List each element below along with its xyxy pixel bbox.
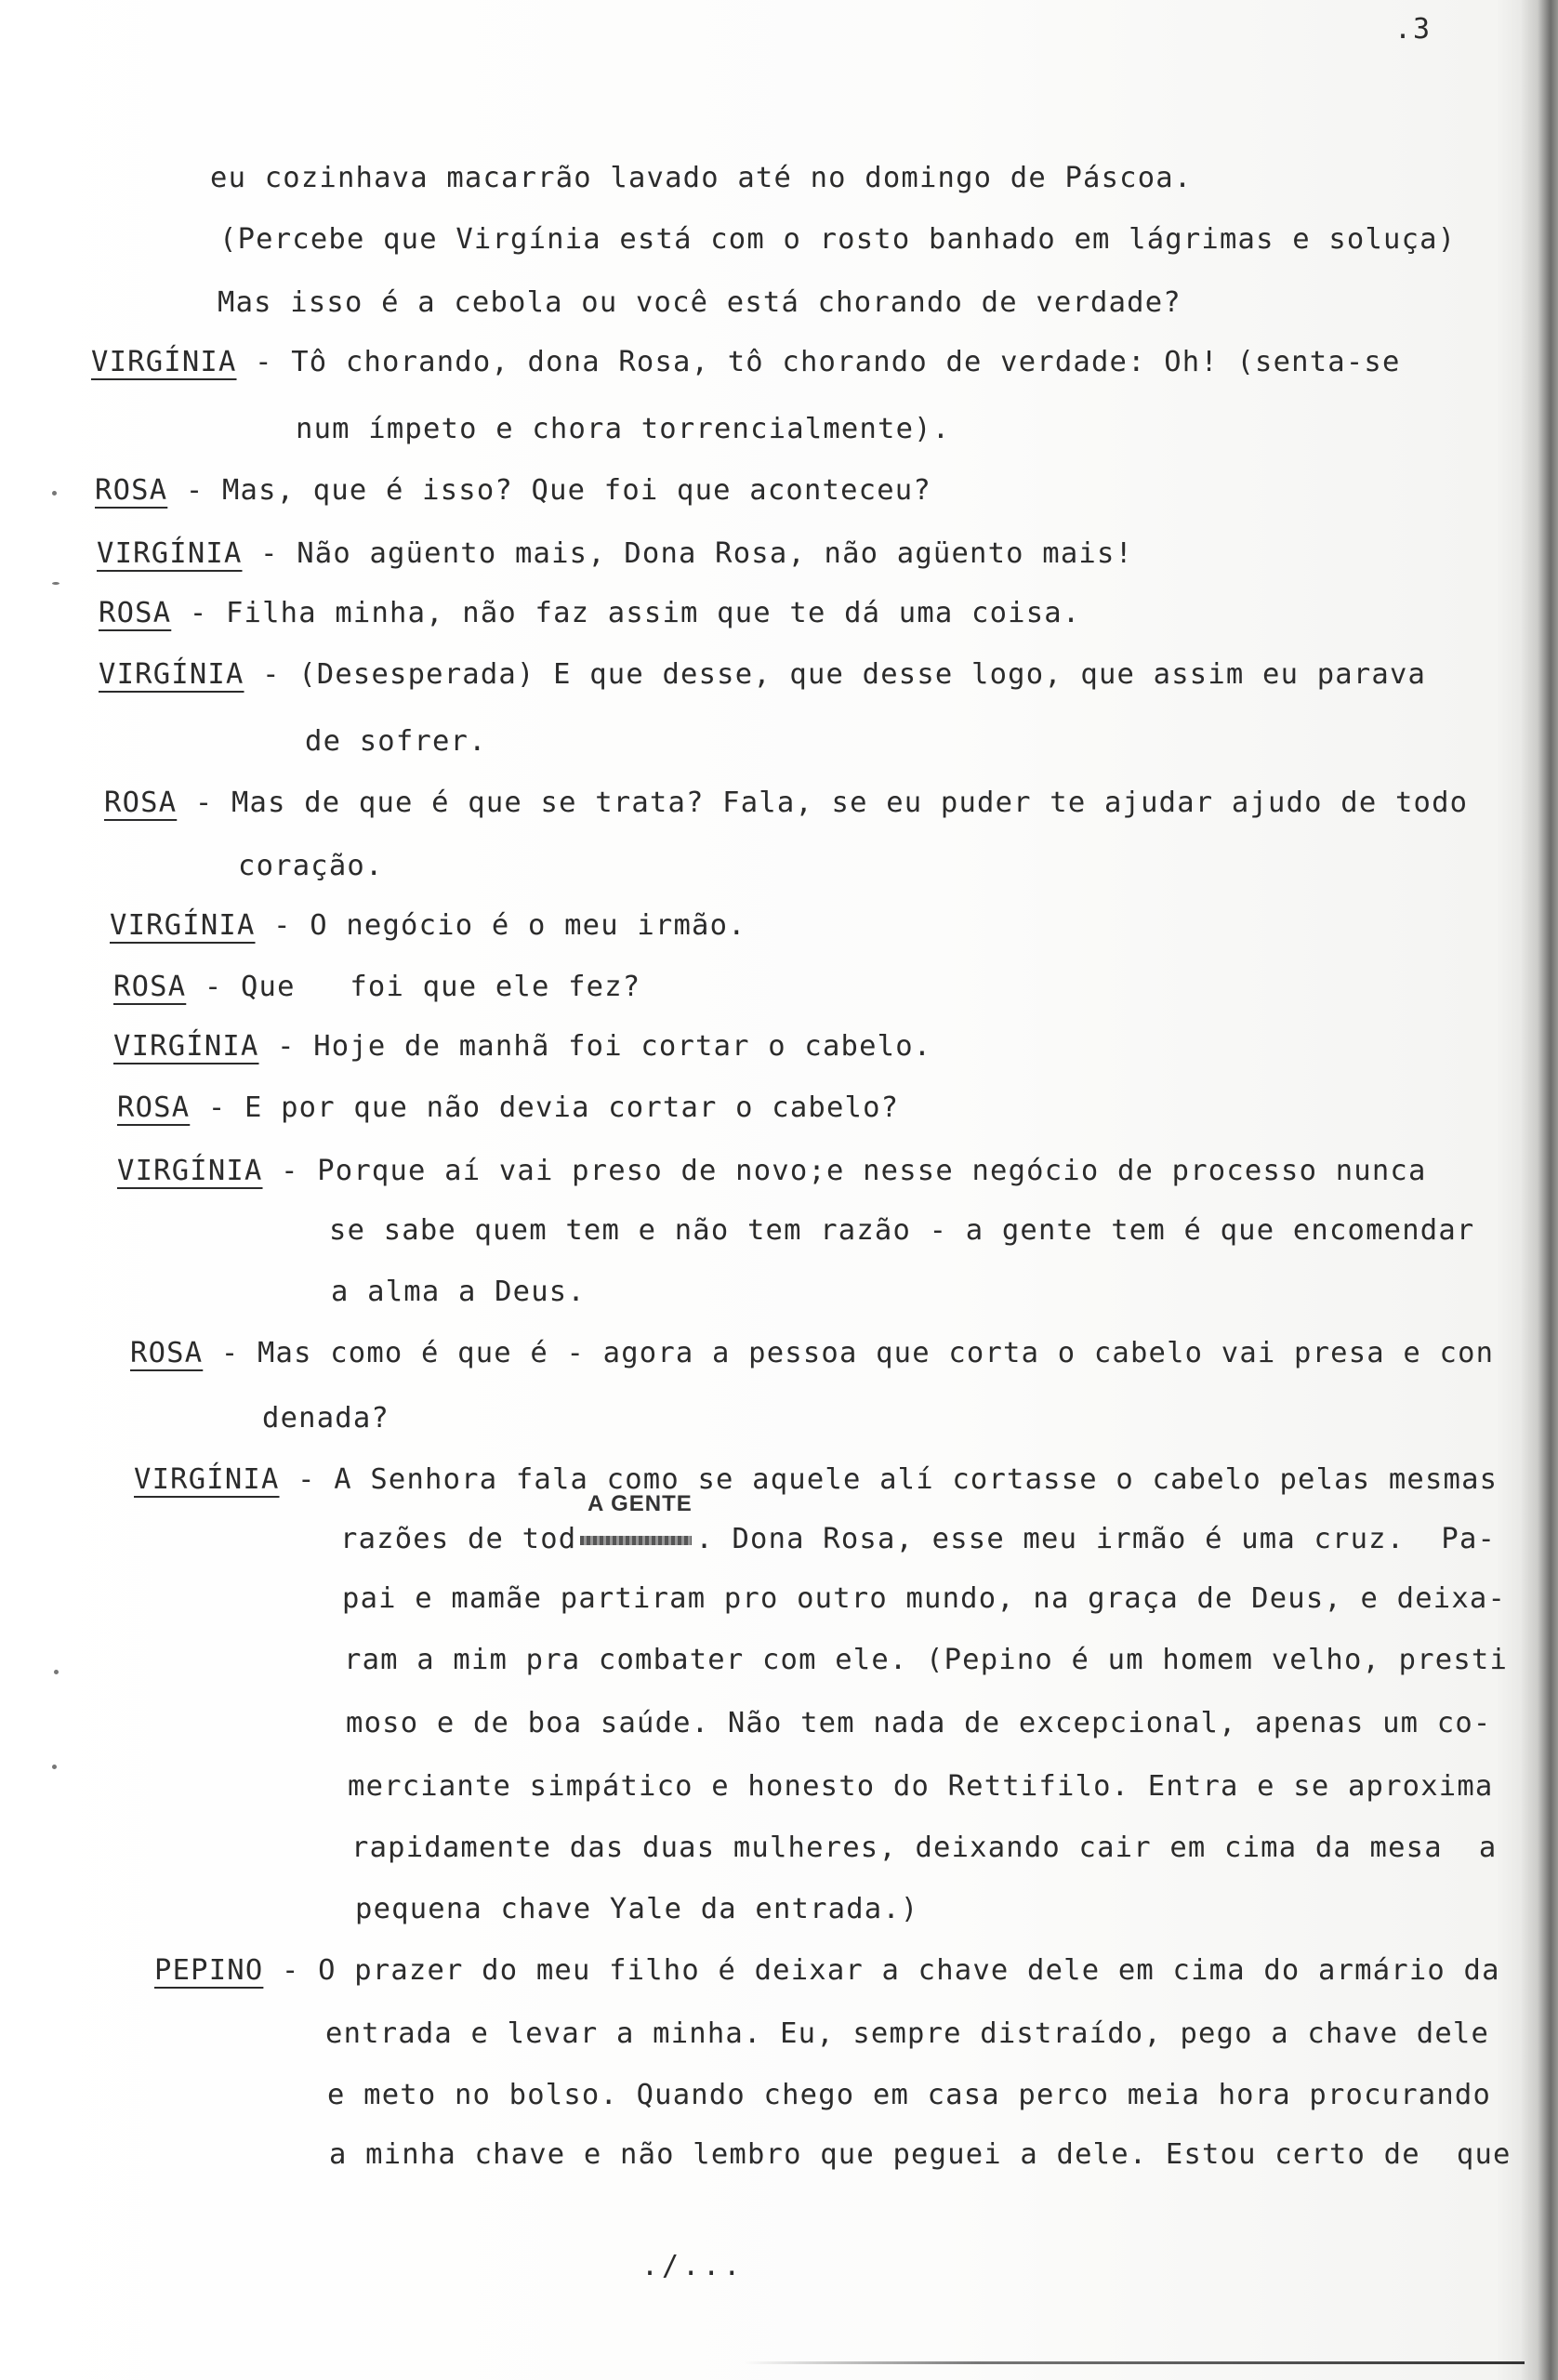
strikethrough-scribble	[580, 1536, 692, 1545]
script-line: Mas isso é a cebola ou você está chorando de verdade?	[218, 286, 1182, 319]
ink-speck	[52, 491, 57, 496]
script-line: pequena chave Yale da entrada.)	[355, 1893, 919, 1925]
script-line: denada?	[262, 1402, 390, 1435]
bottom-edge-mark	[744, 2361, 1525, 2364]
script-line: VIRGÍNIA - Hoje de manhã foi cortar o cabelo.	[113, 1030, 932, 1063]
handwritten-note: A GENTE	[588, 1491, 693, 1516]
script-line: VIRGÍNIA - (Desesperada) E que desse, que desse logo, que assim eu parava	[99, 658, 1427, 691]
speaker-name: ROSA	[104, 787, 178, 819]
speaker-name: ROSA	[95, 474, 168, 507]
script-line: VIRGÍNIA - O negócio é o meu irmão.	[110, 909, 746, 942]
speaker-name: VIRGÍNIA	[97, 537, 243, 570]
page-number: .3	[1394, 13, 1433, 46]
speaker-name: VIRGÍNIA	[91, 346, 237, 378]
speaker-name: PEPINO	[154, 1954, 264, 1987]
script-line: VIRGÍNIA - Tô chorando, dona Rosa, tô chorando de verdade: Oh! (senta-se	[91, 346, 1401, 378]
script-line: razões de tod . Dona Rosa, esse meu irmão é uma cruz. Pa-	[340, 1523, 1497, 1555]
script-line: merciante simpático e honesto do Rettifilo. Entra e se aproxima	[348, 1770, 1494, 1803]
speaker-name: ROSA	[117, 1091, 191, 1124]
ink-speck	[52, 1765, 57, 1769]
script-line: ROSA - Mas como é que é - agora a pessoa que corta o cabelo vai presa e con	[130, 1337, 1495, 1369]
script-line: de sofrer.	[305, 725, 487, 758]
script-line: a alma a Deus.	[331, 1276, 586, 1308]
continuation-marker: ./...	[641, 2250, 745, 2282]
speaker-name: ROSA	[113, 971, 187, 1003]
script-line: VIRGÍNIA - Porque aí vai preso de novo;e nesse negócio de processo nunca	[117, 1155, 1427, 1187]
speaker-name: VIRGÍNIA	[134, 1463, 280, 1496]
script-line: ram a mim pra combater com ele. (Pepino é um homem velho, presti	[344, 1644, 1509, 1676]
script-line: VIRGÍNIA - A Senhora fala como se aquele alí cortasse o cabelo pelas mesmas	[134, 1463, 1499, 1496]
speaker-name: VIRGÍNIA	[113, 1030, 259, 1063]
script-line: (Percebe que Virgínia está com o rosto banhado em lágrimas e soluça)	[219, 223, 1457, 256]
speaker-name: ROSA	[130, 1337, 204, 1369]
script-line: pai e mamãe partiram pro outro mundo, na graça de Deus, e deixa-	[342, 1582, 1507, 1615]
script-line: eu cozinhava macarrão lavado até no domingo de Páscoa.	[210, 162, 1193, 194]
script-line: ROSA - Mas, que é isso? Que foi que aconteceu?	[95, 474, 931, 507]
speaker-name: VIRGÍNIA	[110, 909, 256, 942]
speaker-name: ROSA	[99, 597, 172, 629]
script-line: se sabe quem tem e não tem razão - a gente tem é que encomendar	[329, 1214, 1475, 1247]
script-line: moso e de boa saúde. Não tem nada de excepcional, apenas um co-	[346, 1707, 1492, 1739]
speaker-name: VIRGÍNIA	[117, 1155, 263, 1187]
script-line: coração.	[238, 850, 384, 882]
ink-speck	[54, 1670, 59, 1674]
script-line: PEPINO - O prazer do meu filho é deixar a chave dele em cima do armário da	[154, 1954, 1500, 1987]
script-line: e meto no bolso. Quando chego em casa perco meia hora procurando	[327, 2079, 1492, 2111]
script-line: VIRGÍNIA - Não agüento mais, Dona Rosa, não agüento mais!	[97, 537, 1134, 570]
script-line: entrada e levar a minha. Eu, sempre distraído, pego a chave dele	[325, 2017, 1490, 2050]
script-line: ROSA - E por que não devia cortar o cabelo?	[117, 1091, 900, 1124]
script-line: ROSA - Mas de que é que se trata? Fala, se eu puder te ajudar ajudo de todo	[104, 787, 1469, 819]
script-line: rapidamente das duas mulheres, deixando cair em cima da mesa a	[351, 1831, 1498, 1864]
script-line: num ímpeto e chora torrencialmente).	[296, 413, 951, 445]
script-line: ROSA - Filha minha, não faz assim que te dá uma coisa.	[99, 597, 1081, 629]
script-line: a minha chave e não lembro que peguei a dele. Estou certo de que	[329, 2138, 1512, 2171]
script-line: ROSA - Que foi que ele fez?	[113, 971, 641, 1003]
speaker-name: VIRGÍNIA	[99, 658, 244, 691]
ink-speck	[52, 582, 59, 585]
